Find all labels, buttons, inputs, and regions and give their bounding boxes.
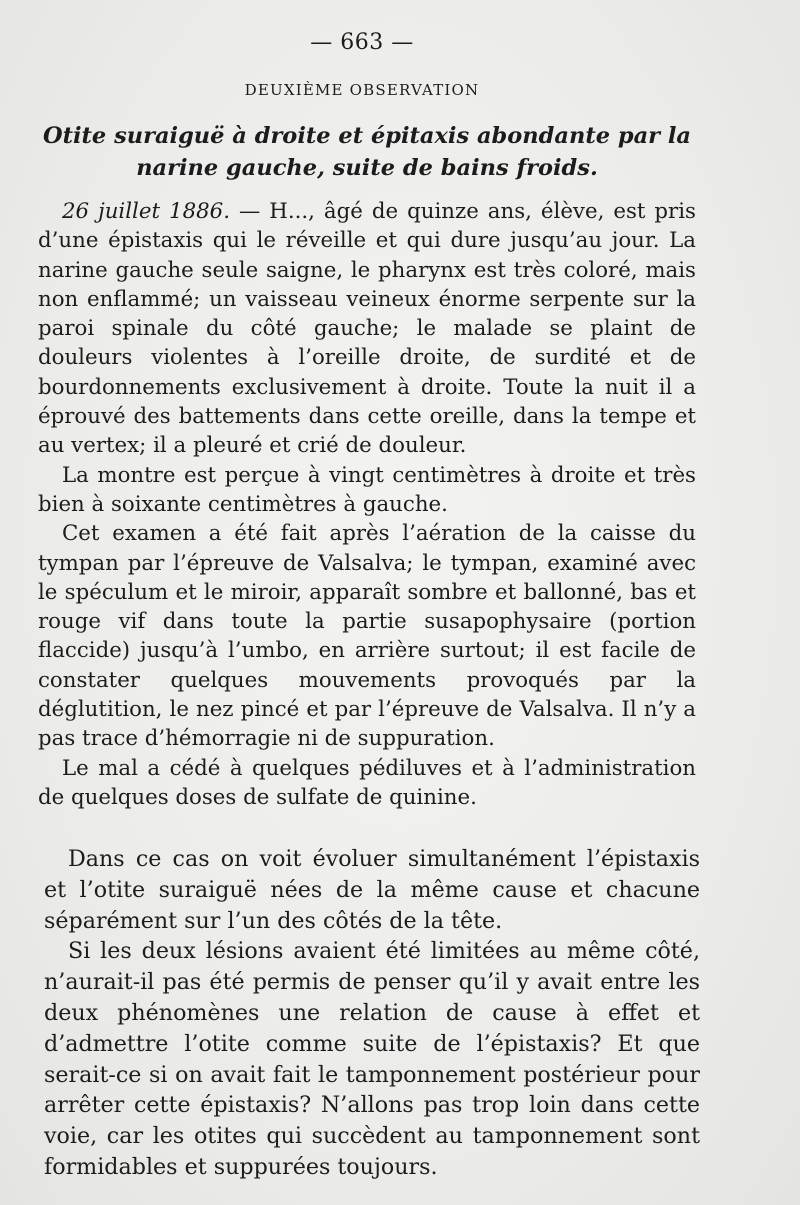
- observation-paragraph-2: La montre est perçue à vingt centimètres à droite et très bien à soixante centimètres à gauche.: [38, 462, 696, 517]
- commentary-paragraph-1: Dans ce cas on voit évoluer simultanément l’épistaxis et l’otite suraiguë nées de la même cause et chacune séparément sur l’un des côtés de la tête.: [44, 846, 700, 934]
- observation-paragraph-3: Cet examen a été fait après l’aération de la caisse du tympan par l’épreuve de Valsalva; le tympan, examiné avec le spéculum et le miroir, apparaît sombre et ballonné, bas et rouge vif dans toute la partie susapophysaire (portion flaccide) jusqu’à l’umbo, en arrière surtout; il est facile de constater quelques mouvements provoqués par la déglutition, le nez pincé et par l’épreuve de Valsalva. Il n’y a pas trace d’hémorragie ni de suppuration.: [38, 521, 696, 752]
- page-number: — 663 —: [310, 30, 414, 55]
- observation-paragraph-4: Le mal a cédé à quelques pédiluves et à l’administration de quelques doses de sulfate de quinine.: [38, 755, 696, 810]
- observation-date: 26 juillet 1886.: [62, 199, 230, 224]
- observation-text: [38, 197, 696, 812]
- observation-paragraph-1-text: — H..., âgé de quinze ans, élève, est pris d’une épistaxis qui le réveille et qui dure jusqu’au jour. La narine gauche seule saigne, le pharynx est très coloré, mais non enflammé; un vaisseau veineux énorme serpente sur la paroi spinale du côté gauche; le malade se plaint de douleurs violentes à l’oreille droite, de surdité et de bourdonnements exclusivement à droite. Toute la nuit il a éprouvé des battements dans cette oreille, dans la tempe et au vertex; il a pleuré et crié de douleur.: [38, 199, 696, 459]
- observation-paragraph-1: [38, 197, 696, 461]
- commentary-text: [44, 844, 700, 1183]
- observation-subtitle: Otite suraiguë à droite et épitaxis abondante par la narine gauche, suite de bains froids.: [42, 123, 691, 181]
- commentary-paragraph-2: Si les deux lésions avaient été limitées au même côté, n’aurait-il pas été permis de penser qu’il y avait entre les deux phénomènes une relation de cause à effet et d’admettre l’otite comme suite de l’épistaxis? Et que serait-ce si on avait fait le tamponnement postérieur pour arrêter cette épistaxis? N’allons pas trop loin dans cette voie, car les otites qui succèdent au tamponnement sont formidables et suppurées toujours.: [44, 938, 700, 1180]
- section-heading: DEUXIÈME OBSERVATION: [244, 81, 480, 99]
